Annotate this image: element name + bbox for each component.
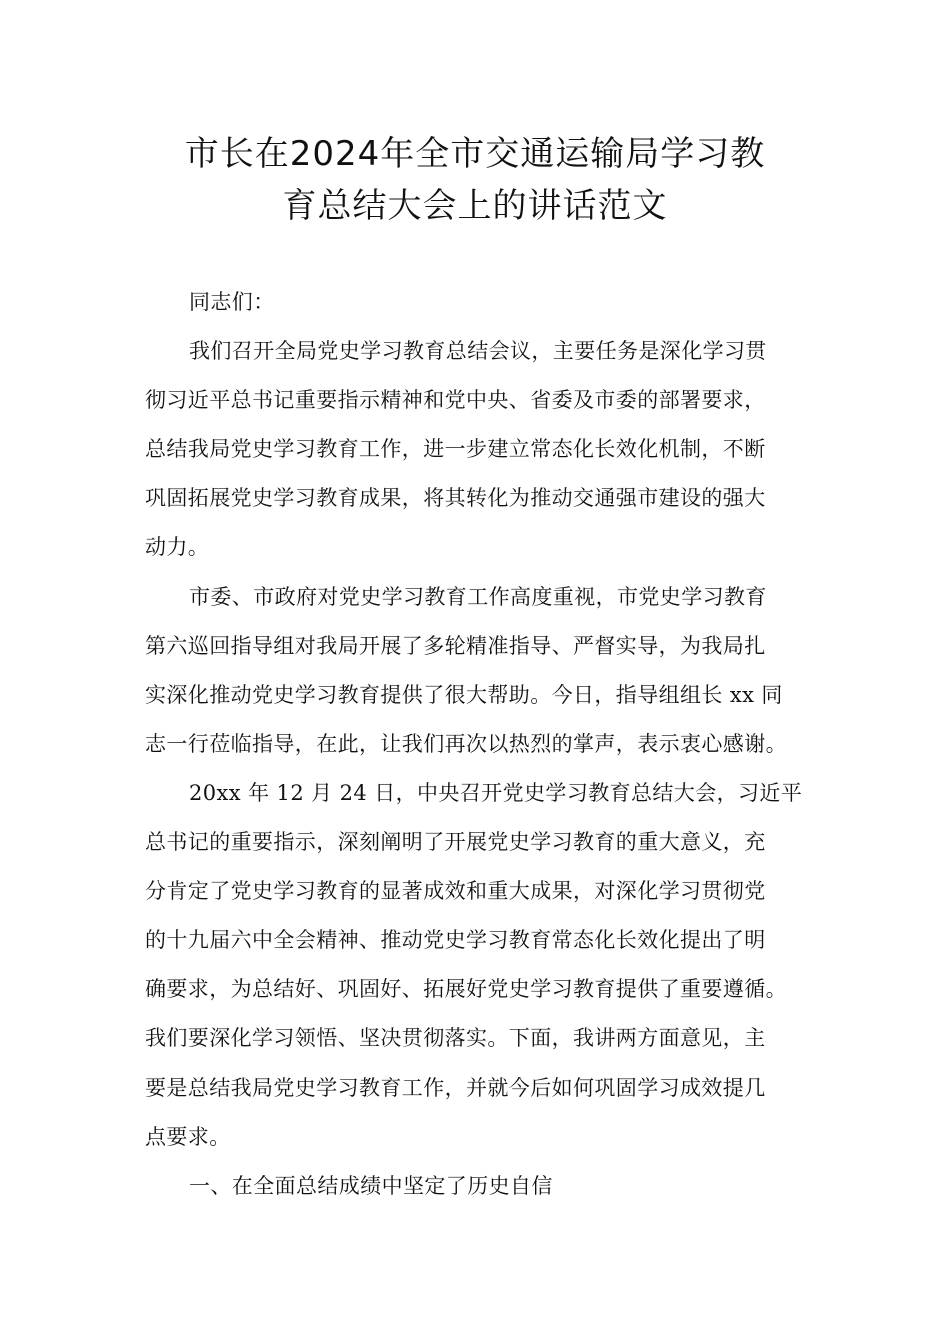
paragraph-1-line-3: 总结我局党史学习教育工作，进一步建立常态化长效化机制，不断 — [145, 437, 766, 462]
paragraph-1-line-1: 我们召开全局党史学习教育总结会议，主要任务是深化学习贯 — [189, 339, 767, 364]
section-heading-1: 一、在全面总结成绩中坚定了历史自信 — [189, 1173, 553, 1198]
paragraph-2-line-3: 实深化推动党史学习教育提供了很大帮助。今日，指导组组长 xx 同 — [145, 682, 783, 707]
title-line-2: 育总结大会上的讲话范文 — [282, 186, 668, 226]
salutation: 同志们： — [189, 290, 275, 314]
paragraph-2-line-4: 志一行莅临指导，在此，让我们再次以热烈的掌声，表示衷心感谢。 — [145, 731, 787, 756]
paragraph-1-line-5: 动力。 — [145, 535, 210, 560]
paragraph-2-line-1: 市委、市政府对党史学习教育工作高度重视，市党史学习教育 — [189, 584, 767, 609]
document-title — [100, 128, 850, 232]
paragraph-1-line-4: 巩固拓展党史学习教育成果，将其转化为推动交通强市建设的强大 — [145, 486, 766, 511]
paragraph-1-line-2: 彻习近平总书记重要指示精神和党中央、省委及市委的部署要求， — [145, 388, 766, 413]
document-body — [145, 278, 809, 1211]
paragraph-3-line-7: 要是总结我局党史学习教育工作，并就今后如何巩固学习成效提几 — [145, 1075, 766, 1100]
paragraph-3-line-6: 我们要深化学习领悟、坚决贯彻落实。下面，我讲两方面意见，主 — [145, 1026, 766, 1051]
paragraph-2-line-2: 第六巡回指导组对我局开展了多轮精准指导、严督实导，为我局扎 — [145, 633, 766, 658]
title-line-1: 市长在2024年全市交通运输局学习教 — [184, 134, 766, 174]
paragraph-3-line-3: 分肯定了党史学习教育的显著成效和重大成果，对深化学习贯彻党 — [145, 879, 766, 904]
paragraph-3-line-8: 点要求。 — [145, 1124, 231, 1149]
paragraph-3-line-2: 总书记的重要指示，深刻阐明了开展党史学习教育的重大意义，充 — [145, 830, 766, 855]
paragraph-3-line-5: 确要求，为总结好、巩固好、拓展好党史学习教育提供了重要遵循。 — [145, 977, 787, 1002]
paragraph-3-line-4: 的十九届六中全会精神、推动党史学习教育常态化长效化提出了明 — [145, 928, 766, 953]
paragraph-3-line-1: 20xx 年 12 月 24 日，中央召开党史学习教育总结大会，习近平 — [189, 780, 803, 805]
